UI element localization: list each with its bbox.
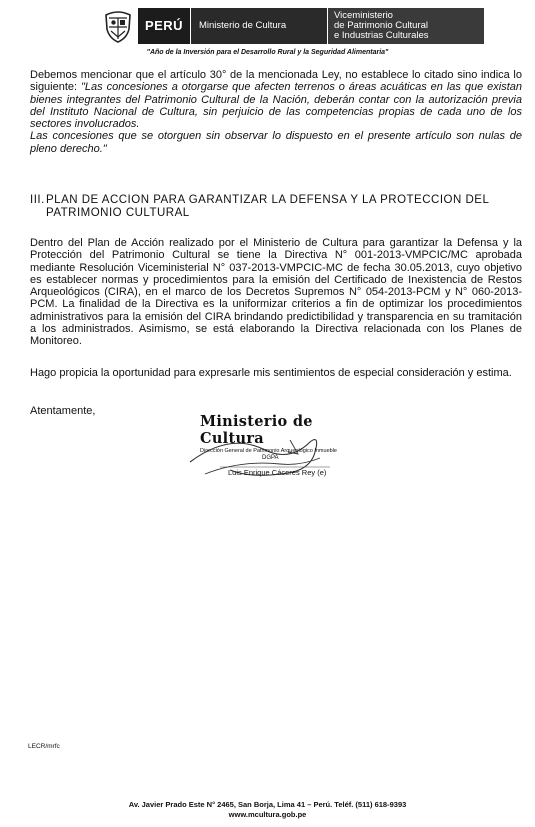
letterhead bbox=[100, 8, 490, 44]
viceministry-line-1: Viceministerio bbox=[334, 10, 393, 21]
paragraph-action-plan: Dentro del Plan de Acción realizado por el Ministerio de Cultura para garantizar la Defensa y la Protección del Patrimonio Cultural se tiene la Directiva N° 001-2013-VMPCIC/MC aprobada mediante Resolución Viceministerial N° 037-2013-VMPCIC-MC de fecha 30.05.2013, cuyo objetivo es establecer normas y procedimientos para la emisión del Certificado de Inexistencia de Restos Arqueológicos (CIRA), en el marco de los Decretos Supremos N° 054-2013-PCM y N° 060-2013-PCM. La finalidad de la Directiva es la uniformizar criterios a fin de optimizar los procedimientos administrativos para la emisión del CIRA brindando predictibilidad y transparencia en su tramitación a los administrados. Asimismo, se está elaborando la Directiva relacionada con los Planes de Monitoreo. bbox=[30, 237, 522, 348]
stamp-title: Ministerio de Cultura bbox=[200, 413, 313, 447]
coat-of-arms-icon bbox=[100, 8, 136, 44]
reference-initials: LECR/mrfc bbox=[28, 743, 60, 750]
section-number: III. bbox=[30, 194, 45, 206]
ministry-label: Ministerio de Cultura bbox=[199, 20, 287, 31]
viceministry-block bbox=[328, 8, 484, 44]
footer bbox=[0, 800, 535, 820]
footer-address: Av. Javier Prado Este N° 2465, San Borja, Lima 41 – Perú. Teléf. (511) 618-9393 bbox=[128, 800, 407, 809]
section-title-line-2: PATRIMONIO CULTURAL bbox=[46, 207, 190, 219]
stamp-subtitle: Dirección General de Patrimonio Arqueológico Inmueble bbox=[200, 448, 337, 454]
quoted-text-1: "Las concesiones a otorgarse que afecten terrenos o áreas acuáticas en las que existan bienes integrantes del Patrimonio Cultural de la Nación, deberán contar con la autorización previa del Instituto Nacional de Cultura, sin perjuicio de las competencias propias de cada uno de los sectores involucrados. bbox=[30, 81, 522, 131]
paragraph-law-article bbox=[30, 69, 522, 155]
official-stamp bbox=[200, 413, 350, 461]
viceministry-line-3: e Industrias Culturales bbox=[334, 30, 429, 41]
year-motto: "Año de la Inversión para el Desarrollo Rural y la Seguridad Alimentaria" bbox=[146, 49, 389, 56]
closing-salutation: Atentamente, bbox=[30, 405, 96, 417]
signer-name: Luis Enrique Cáceres Rey (e) bbox=[228, 468, 327, 477]
section-heading bbox=[30, 194, 522, 220]
stamp-code: DGPA bbox=[262, 455, 279, 461]
paragraph-intro: Debemos mencionar que el artículo 30° de la mencionada Ley, no establece lo citado sino indica lo siguiente: bbox=[30, 69, 522, 94]
section-title-line-1: PLAN DE ACCION PARA GARANTIZAR LA DEFENSA Y LA PROTECCION DEL bbox=[46, 194, 490, 206]
quoted-text-2: Las concesiones que se otorguen sin observar lo dispuesto en el presente artículo son nulas de pleno derecho." bbox=[30, 130, 522, 155]
ministry-block bbox=[191, 8, 328, 44]
viceministry-line-2: de Patrimonio Cultural bbox=[334, 20, 428, 31]
country-label: PERÚ bbox=[144, 18, 184, 33]
country-block bbox=[138, 8, 191, 44]
footer-website: www.mcultura.gob.pe bbox=[228, 810, 307, 819]
paragraph-regards: Hago propicia la oportunidad para expresarle mis sentimientos de especial consideración y estima. bbox=[30, 367, 512, 379]
